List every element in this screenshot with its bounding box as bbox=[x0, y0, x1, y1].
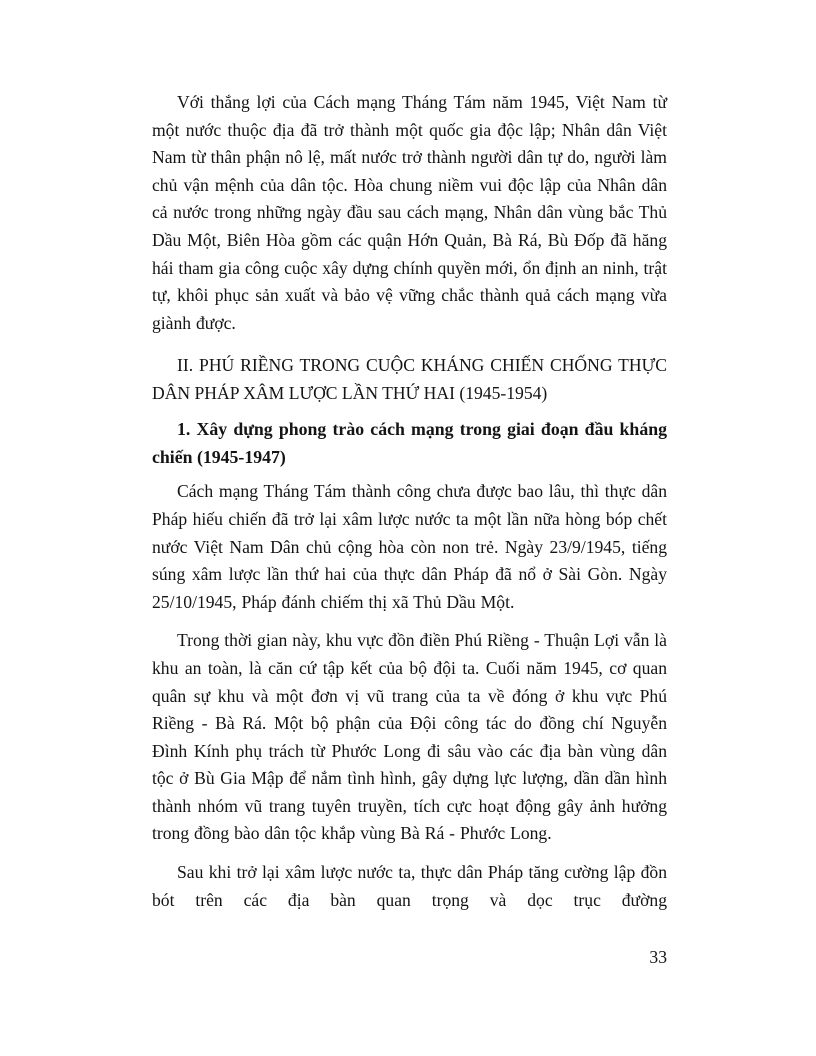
paragraph-body: Sau khi trở lại xâm lược nước ta, thực dân Pháp tăng cường lập đồn bót trên các địa bàn quan trọng và dọc trục đường bbox=[152, 862, 667, 910]
paragraph-body: Trong thời gian này, khu vực đồn điền Phú Riềng - Thuận Lợi vẫn là khu an toàn, là căn cứ tập kết của bộ đội ta. Cuối năm 1945, cơ quan quân sự khu và một đơn vị vũ trang của ta về đóng ở khu vực Phú Riềng - Bà Rá. Một bộ phận của Đội công tác do đồng chí Nguyễn Đình Kính phụ trách từ Phước Long đi sâu vào các địa bàn vùng dân tộc ở Bù Gia Mập để nắm tình hình, gây dựng lực lượng, dần dần hình thành nhóm vũ trang tuyên truyền, tích cực hoạt động gây ảnh hưởng trong đồng bào dân tộc khắp vùng Bà Rá - Phước Long. bbox=[152, 630, 667, 844]
page-number: 33 bbox=[649, 947, 667, 967]
book-page bbox=[152, 89, 667, 914]
section-heading: II. PHÚ RIỀNG TRONG CUỘC KHÁNG CHIẾN CHỐNG THỰC DÂN PHÁP XÂM LƯỢC LẦN THỨ HAI (1945-1954) bbox=[152, 355, 667, 404]
paragraph-body: Cách mạng Tháng Tám thành công chưa được bao lâu, thì thực dân Pháp hiếu chiến đã trở lại xâm lược nước ta một lần nữa hòng bóp chết nước Việt Nam Dân chủ cộng hòa còn non trẻ. Ngày 23/9/1945, tiếng súng xâm lược lần thứ hai của thực dân Pháp đã nổ ở Sài Gòn. Ngày 25/10/1945, Pháp đánh chiếm thị xã Thủ Dầu Một. bbox=[152, 481, 667, 612]
paragraph-intro: Với thắng lợi của Cách mạng Tháng Tám năm 1945, Việt Nam từ một nước thuộc địa đã trở thành một quốc gia độc lập; Nhân dân Việt Nam từ thân phận nô lệ, mất nước trở thành người dân tự do, người làm chủ vận mệnh của dân tộc. Hòa chung niềm vui độc lập của Nhân dân cả nước trong những ngày đầu sau cách mạng, Nhân dân vùng bắc Thủ Dầu Một, Biên Hòa gồm các quận Hớn Quản, Bà Rá, Bù Đốp đã hăng hái tham gia công cuộc xây dựng chính quyền mới, ổn định an ninh, trật tự, khôi phục sản xuất và bảo vệ vững chắc thành quả cách mạng vừa giành được. bbox=[152, 92, 667, 333]
sub-heading: 1. Xây dựng phong trào cách mạng trong giai đoạn đầu kháng chiến (1945-1947) bbox=[152, 419, 667, 468]
